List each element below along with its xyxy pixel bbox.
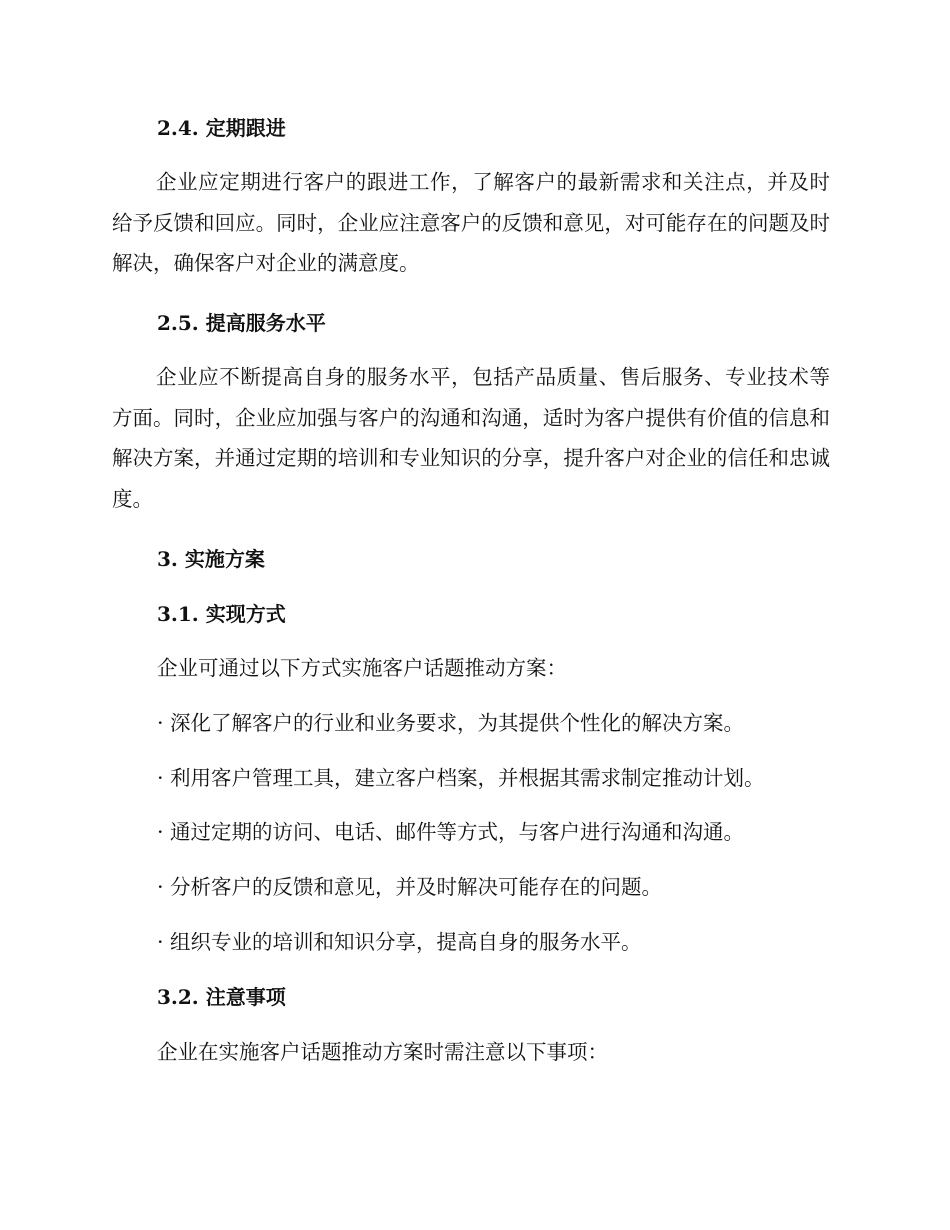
list-item: · 利用客户管理工具，建立客户档案，并根据其需求制定推动计划。	[157, 766, 765, 790]
list-item: · 组织专业的培训和知识分享，提高自身的服务水平。	[157, 930, 642, 954]
list-item: · 分析客户的反馈和意见，并及时解决可能存在的问题。	[157, 875, 663, 899]
list-item: · 通过定期的访问、电话、邮件等方式，与客户进行沟通和沟通。	[157, 820, 745, 844]
list-item: · 深化了解客户的行业和业务要求，为其提供个性化的解决方案。	[157, 711, 745, 735]
heading-2-5: 2.5. 提高服务水平	[157, 311, 326, 335]
heading-3-1: 3.1. 实现方式	[157, 602, 286, 626]
paragraph-2-4: 企业应定期进行客户的跟进工作，了解客户的最新需求和关注点，并及时给予反馈和回应。同时，企业应注意客户的反馈和意见，对可能存在的问题及时解决，确保客户对企业的满意度。	[112, 170, 830, 275]
paragraph-3-1-intro: 企业可通过以下方式实施客户话题推动方案：	[157, 656, 567, 680]
paragraph-2-5: 企业应不断提高自身的服务水平，包括产品质量、售后服务、专业技术等方面。同时，企业应加强与客户的沟通和沟通，适时为客户提供有价值的信息和解决方案，并通过定期的培训和专业知识的分享，提升客户对企业的信任和忠诚度。	[112, 365, 830, 511]
heading-3-2: 3.2. 注意事项	[157, 985, 286, 1009]
heading-3: 3. 实施方案	[157, 547, 265, 571]
heading-2-4: 2.4. 定期跟进	[157, 116, 286, 140]
paragraph-3-2-intro: 企业在实施客户话题推动方案时需注意以下事项：	[157, 1040, 608, 1064]
